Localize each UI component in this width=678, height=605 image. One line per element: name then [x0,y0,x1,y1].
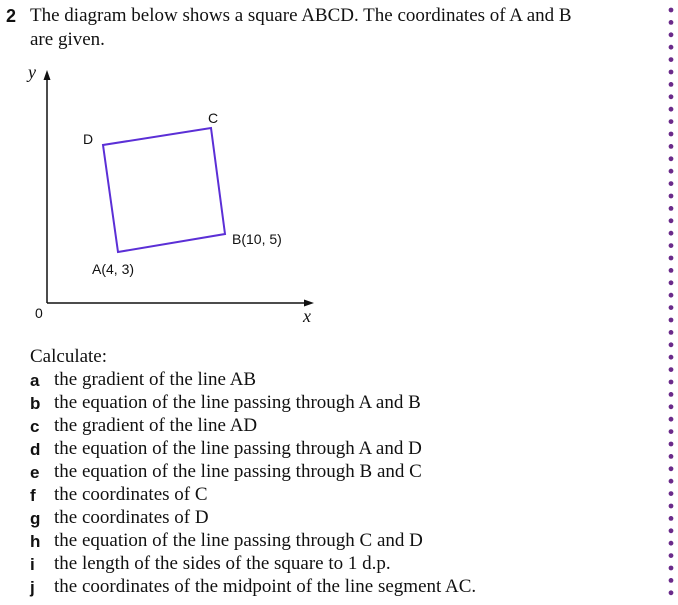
margin-dot [669,132,674,137]
margin-dot [669,516,674,521]
margin-dot [669,32,674,37]
margin-dot [669,479,674,484]
part-letter-d: d [30,440,41,459]
margin-dot [669,491,674,496]
part-text-j: the coordinates of the midpoint of the line segment AC. [54,576,477,597]
y-axis-arrow-icon [44,70,51,80]
margin-dot [669,380,674,385]
margin-dot [669,280,674,285]
margin-dot [669,119,674,124]
part-text-d: the equation of the line passing through A and D [54,438,422,459]
part-letter-c: c [30,417,40,436]
part-letter-g: g [30,509,41,528]
margin-dot [669,256,674,261]
margin-dot [669,578,674,583]
margin-dot [669,45,674,50]
margin-dot [669,342,674,347]
margin-dot [669,330,674,335]
margin-dot [669,94,674,99]
part-text-i: the length of the sides of the square to 1 d.p. [54,553,391,574]
part-letter-f: f [30,486,36,505]
margin-dot [669,305,674,310]
part-text-g: the coordinates of D [54,507,209,528]
margin-dot [669,417,674,422]
margin-dot [669,442,674,447]
calculate-heading: Calculate: [30,346,108,367]
margin-dot [669,429,674,434]
x-axis-label: x [303,306,311,326]
margin-dot [669,553,674,558]
margin-dot [669,504,674,509]
margin-dot [669,181,674,186]
margin-dot [669,566,674,571]
point-c-label: C [208,110,219,126]
part-text-c: the gradient of the line AD [54,415,258,436]
point-b-label: B(10, 5) [232,231,282,247]
part-letter-j: j [30,578,35,597]
margin-dot [669,392,674,397]
origin-label: 0 [35,305,43,321]
margin-dot [669,8,674,13]
margin-dot [669,231,674,236]
margin-dot [669,466,674,471]
margin-dot [669,268,674,273]
margin-dot [669,144,674,149]
margin-dot-line [664,0,678,605]
margin-dot [669,70,674,75]
margin-dot [669,404,674,409]
question-number: 2 [6,6,17,26]
margin-dot [669,156,674,161]
square-abcd [103,128,225,252]
part-text-e: the equation of the line passing through B and C [54,461,422,482]
margin-dot [669,206,674,211]
margin-dot [669,243,674,248]
part-letter-i: i [30,555,35,574]
part-text-b: the equation of the line passing through A and B [54,392,421,413]
margin-dot [669,194,674,199]
part-text-f: the coordinates of C [54,484,208,505]
part-letter-b: b [30,394,41,413]
point-a-label: A(4, 3) [92,261,135,277]
question-stem-line-1: The diagram below shows a square ABCD. The coordinates of A and B [30,5,572,26]
margin-dot [669,57,674,62]
part-letter-a: a [30,371,40,390]
margin-dot [669,355,674,360]
margin-dot [669,454,674,459]
question-stem-line-2: are given. [30,29,105,50]
margin-dot [669,293,674,298]
margin-dot [669,528,674,533]
part-letter-h: h [30,532,41,551]
margin-dot [669,218,674,223]
margin-dot [669,541,674,546]
part-text-h: the equation of the line passing through C and D [54,530,423,551]
point-d-label: D [83,131,94,147]
margin-dot [669,107,674,112]
margin-dot [669,367,674,372]
margin-dot [669,20,674,25]
part-letter-e: e [30,463,40,482]
margin-dot [669,82,674,87]
part-text-a: the gradient of the line AB [54,369,257,390]
margin-dot [669,590,674,595]
margin-dot [669,318,674,323]
y-axis-label: y [28,62,36,82]
margin-dot [669,169,674,174]
